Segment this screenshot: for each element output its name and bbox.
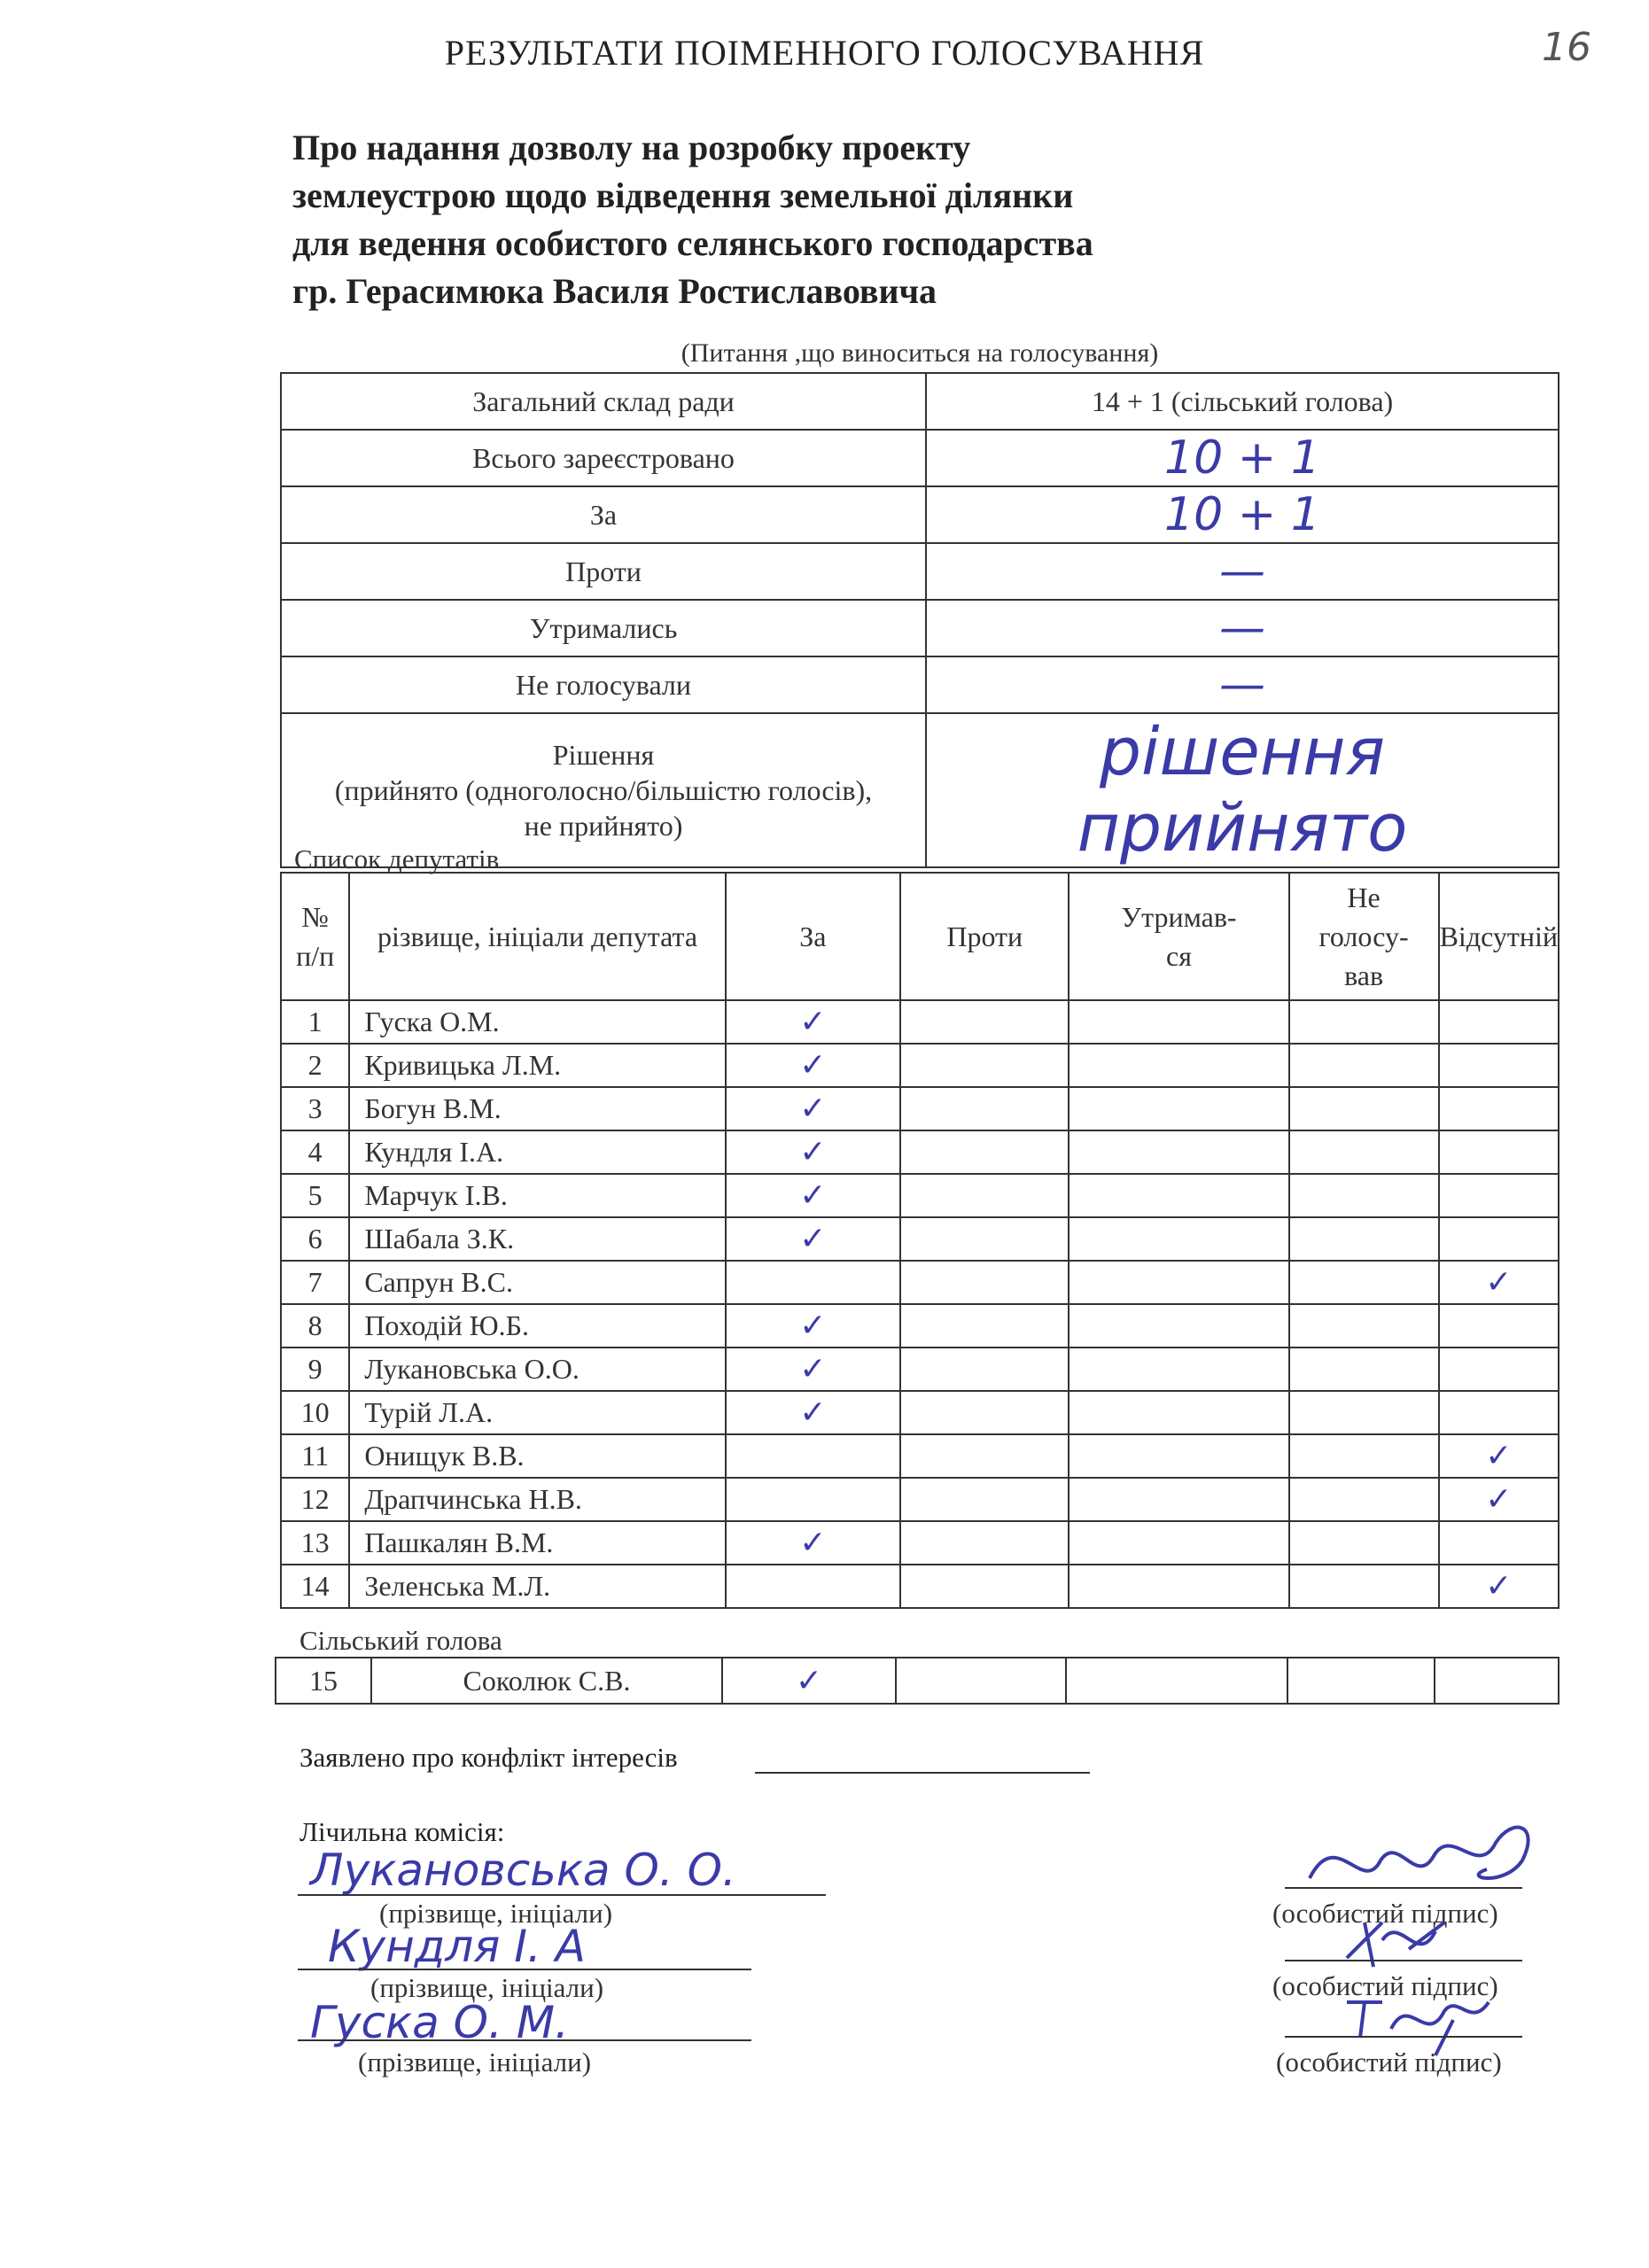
summary-label: Загальний склад ради <box>281 373 926 430</box>
vote-cell-for <box>726 1217 900 1261</box>
deputy-name: Драпчинська Н.В. <box>349 1478 725 1521</box>
check-mark-icon: ✓ <box>799 1091 827 1127</box>
vote-cell-absent <box>1439 1478 1559 1521</box>
vote-cell-against <box>900 1434 1069 1478</box>
chair-not-voted-cell <box>1287 1658 1435 1704</box>
deputy-num: 5 <box>281 1174 349 1217</box>
table-row <box>281 1434 1559 1478</box>
commission-label: Лічильна комісія: <box>299 1816 505 1847</box>
signature-line <box>1285 1887 1522 1889</box>
deputy-num: 9 <box>281 1348 349 1391</box>
vote-cell-against <box>900 1261 1069 1304</box>
name-hint: (прізвище, ініціали) <box>370 1972 604 2003</box>
deputy-name: Марчук І.В. <box>349 1174 725 1217</box>
vote-cell-absent <box>1439 1434 1559 1478</box>
subject-line: Про надання дозволу на розробку проекту <box>292 128 971 167</box>
vote-cell-against <box>900 1087 1069 1130</box>
deputy-name: Зеленська М.Л. <box>349 1565 725 1608</box>
signature-hint: (особистий підпис) <box>1272 1970 1498 2001</box>
deputies-table-body <box>281 873 1559 1608</box>
vote-cell-not-voted <box>1289 1478 1439 1521</box>
vote-cell-for <box>726 1261 900 1304</box>
vote-cell-against <box>900 1000 1069 1044</box>
decision-label-line: Рішення <box>552 739 655 771</box>
table-row <box>281 1044 1559 1087</box>
signature-hint: (особистий підпис) <box>1272 1898 1498 1929</box>
table-row <box>281 1087 1559 1130</box>
summary-label: За <box>281 486 926 543</box>
vote-cell-for <box>726 1348 900 1391</box>
page-number: 16 <box>1542 25 1591 70</box>
deputy-name: Лукановська О.О. <box>349 1348 725 1391</box>
check-mark-icon: ✓ <box>1485 1438 1513 1474</box>
col-not-voted-line: вав <box>1344 959 1384 991</box>
vote-cell-against <box>900 1391 1069 1434</box>
summary-value: 14 + 1 (сільський голова) <box>926 373 1559 430</box>
chair-for-cell <box>722 1658 896 1704</box>
chair-abstained-cell <box>1066 1658 1287 1704</box>
check-mark-icon: ✓ <box>799 1394 827 1431</box>
signature-line <box>1285 2036 1522 2038</box>
deputy-num: 4 <box>281 1130 349 1174</box>
table-row <box>281 1174 1559 1217</box>
vote-cell-abstained <box>1069 1521 1288 1565</box>
vote-cell-abstained <box>1069 1000 1288 1044</box>
table-row <box>281 1391 1559 1434</box>
vote-cell-against <box>900 1348 1069 1391</box>
check-mark-icon: ✓ <box>799 1221 827 1257</box>
vote-cell-for <box>726 1434 900 1478</box>
deputy-num: 3 <box>281 1087 349 1130</box>
check-mark-icon: ✓ <box>799 1525 827 1561</box>
vote-cell-for <box>726 1087 900 1130</box>
vote-cell-for <box>726 1174 900 1217</box>
check-mark-icon: ✓ <box>799 1308 827 1344</box>
deputy-num: 2 <box>281 1044 349 1087</box>
deputy-name: Кундля І.А. <box>349 1130 725 1174</box>
summary-row <box>281 600 1559 656</box>
deputy-name: Кривицька Л.М. <box>349 1044 725 1087</box>
table-row <box>281 1304 1559 1348</box>
vote-cell-abstained <box>1069 1391 1288 1434</box>
vote-cell-not-voted <box>1289 1174 1439 1217</box>
deputy-num: 7 <box>281 1261 349 1304</box>
decision-value-cell <box>926 713 1559 867</box>
vote-cell-not-voted <box>1289 1087 1439 1130</box>
vote-cell-not-voted <box>1289 1391 1439 1434</box>
col-not-voted-line: голосу- <box>1318 920 1409 952</box>
vote-cell-absent <box>1439 1087 1559 1130</box>
check-mark-icon: ✓ <box>799 1134 827 1170</box>
deputies-label: Список депутатів <box>294 843 500 874</box>
vote-cell-for <box>726 1044 900 1087</box>
page-title: РЕЗУЛЬТАТИ ПОІМЕННОГО ГОЛОСУВАННЯ <box>444 33 1205 73</box>
vote-cell-for <box>726 1521 900 1565</box>
vote-cell-for <box>726 1130 900 1174</box>
vote-cell-abstained <box>1069 1087 1288 1130</box>
summary-value-cell <box>926 543 1559 600</box>
summary-row <box>281 373 1559 430</box>
vote-cell-against <box>900 1174 1069 1217</box>
vote-cell-against <box>900 1521 1069 1565</box>
handwritten-value: — <box>1219 602 1265 655</box>
vote-cell-absent <box>1439 1565 1559 1608</box>
table-row <box>281 1261 1559 1304</box>
chair-against-cell <box>896 1658 1066 1704</box>
col-not-voted-header <box>1289 873 1439 1000</box>
table-row <box>281 1000 1559 1044</box>
summary-value-cell <box>926 486 1559 543</box>
table-row <box>281 1130 1559 1174</box>
vote-cell-abstained <box>1069 1565 1288 1608</box>
vote-cell-absent <box>1439 1521 1559 1565</box>
vote-cell-for <box>726 1565 900 1608</box>
check-mark-icon: ✓ <box>799 1351 827 1387</box>
vote-cell-against <box>900 1130 1069 1174</box>
conflict-label: Заявлено про конфлікт інтересів <box>299 1742 678 1773</box>
check-mark-icon: ✓ <box>1485 1264 1513 1301</box>
vote-cell-not-voted <box>1289 1565 1439 1608</box>
vote-cell-abstained <box>1069 1217 1288 1261</box>
vote-cell-not-voted <box>1289 1304 1439 1348</box>
table-row <box>276 1658 1559 1704</box>
vote-cell-not-voted <box>1289 1000 1439 1044</box>
col-against-header: Проти <box>900 873 1069 1000</box>
vote-cell-abstained <box>1069 1130 1288 1174</box>
vote-cell-absent <box>1439 1304 1559 1348</box>
col-name-header: різвище, ініціали депутата <box>349 873 725 1000</box>
handwritten-value: 10 + 1 <box>1164 488 1320 541</box>
summary-label: Не голосували <box>281 656 926 713</box>
vote-cell-for <box>726 1000 900 1044</box>
summary-label: Утримались <box>281 600 926 656</box>
col-for-header: За <box>726 873 900 1000</box>
check-mark-icon: ✓ <box>795 1662 823 1699</box>
vote-cell-not-voted <box>1289 1044 1439 1087</box>
check-mark-icon: ✓ <box>799 1047 827 1084</box>
vote-cell-not-voted <box>1289 1261 1439 1304</box>
check-mark-icon: ✓ <box>799 1177 827 1214</box>
vote-cell-against <box>900 1478 1069 1521</box>
deputies-table <box>280 872 1560 1609</box>
member-handwritten-name: Кундля І. А <box>328 1921 587 1972</box>
member-handwritten-name: Лукановська О. О. <box>310 1845 736 1896</box>
deputy-num: 13 <box>281 1521 349 1565</box>
deputy-name: Шабала З.К. <box>349 1217 725 1261</box>
check-mark-icon: ✓ <box>1485 1568 1513 1604</box>
vote-cell-abstained <box>1069 1348 1288 1391</box>
summary-value-cell <box>926 656 1559 713</box>
member-handwritten-name: Гуска О. М. <box>310 1997 569 2048</box>
deputy-num: 10 <box>281 1391 349 1434</box>
chair-table <box>275 1657 1560 1705</box>
vote-cell-absent <box>1439 1217 1559 1261</box>
table-row <box>281 1478 1559 1521</box>
question-caption: (Питання ,що виноситься на голосування) <box>681 338 1159 368</box>
table-header-row <box>281 873 1559 1000</box>
vote-cell-for <box>726 1478 900 1521</box>
summary-label: Всього зареєстровано <box>281 430 926 486</box>
agenda-subject <box>292 124 1093 315</box>
vote-cell-not-voted <box>1289 1217 1439 1261</box>
vote-cell-against <box>900 1044 1069 1087</box>
deputy-num: 8 <box>281 1304 349 1348</box>
vote-cell-absent <box>1439 1130 1559 1174</box>
summary-value-cell <box>926 430 1559 486</box>
vote-cell-not-voted <box>1289 1521 1439 1565</box>
vote-cell-abstained <box>1069 1434 1288 1478</box>
vote-cell-against <box>900 1217 1069 1261</box>
table-row <box>281 1565 1559 1608</box>
col-not-voted-line: Не <box>1347 882 1381 913</box>
signature-1 <box>1283 1807 1549 1905</box>
vote-cell-abstained <box>1069 1304 1288 1348</box>
col-abstained-line: Утримав- <box>1121 901 1237 933</box>
deputy-num: 1 <box>281 1000 349 1044</box>
signature-hint: (особистий підпис) <box>1276 2047 1502 2078</box>
vote-cell-abstained <box>1069 1044 1288 1087</box>
vote-cell-not-voted <box>1289 1434 1439 1478</box>
deputy-num: 11 <box>281 1434 349 1478</box>
vote-cell-absent <box>1439 1000 1559 1044</box>
col-num-line: п/п <box>296 940 335 972</box>
vote-cell-absent <box>1439 1044 1559 1087</box>
deputy-name: Богун В.М. <box>349 1087 725 1130</box>
name-hint: (прізвище, ініціали) <box>379 1898 613 1929</box>
chair-name: Соколюк С.В. <box>371 1658 722 1704</box>
deputy-name: Гуска О.М. <box>349 1000 725 1044</box>
handwritten-value: 10 + 1 <box>1164 431 1320 485</box>
handwritten-value: — <box>1219 545 1265 598</box>
deputy-name: Онищук В.В. <box>349 1434 725 1478</box>
chair-num: 15 <box>276 1658 371 1704</box>
name-line <box>298 1894 826 1896</box>
col-abstained-line: ся <box>1166 940 1192 972</box>
name-line <box>298 1969 751 1970</box>
vote-summary-table <box>280 372 1560 868</box>
check-mark-icon: ✓ <box>799 1004 827 1040</box>
deputy-num: 12 <box>281 1478 349 1521</box>
table-row <box>281 1521 1559 1565</box>
col-absent-header: Відсутній <box>1439 873 1559 1000</box>
deputy-name: Турій Л.А. <box>349 1391 725 1434</box>
vote-cell-absent <box>1439 1391 1559 1434</box>
vote-cell-for <box>726 1391 900 1434</box>
vote-cell-abstained <box>1069 1174 1288 1217</box>
table-row <box>281 1217 1559 1261</box>
summary-label: Проти <box>281 543 926 600</box>
vote-cell-abstained <box>1069 1261 1288 1304</box>
col-num-header <box>281 873 349 1000</box>
deputy-name: Пашкалян В.М. <box>349 1521 725 1565</box>
name-line <box>298 2039 751 2041</box>
conflict-line <box>755 1772 1090 1774</box>
name-hint: (прізвище, ініціали) <box>358 2047 592 2078</box>
vote-cell-abstained <box>1069 1478 1288 1521</box>
decision-value: рішення прийнято <box>1077 714 1408 866</box>
signature-line <box>1285 1960 1522 1961</box>
check-mark-icon: ✓ <box>1485 1481 1513 1518</box>
summary-row <box>281 543 1559 600</box>
vote-cell-for <box>726 1304 900 1348</box>
chair-absent-cell <box>1435 1658 1559 1704</box>
deputy-num: 6 <box>281 1217 349 1261</box>
vote-cell-against <box>900 1304 1069 1348</box>
summary-row <box>281 656 1559 713</box>
subject-line: для ведення особистого селянського господарства <box>292 223 1093 263</box>
table-row <box>281 1348 1559 1391</box>
vote-cell-absent <box>1439 1348 1559 1391</box>
vote-cell-absent <box>1439 1261 1559 1304</box>
summary-row <box>281 430 1559 486</box>
vote-cell-not-voted <box>1289 1348 1439 1391</box>
subject-line: землеустрою щодо відведення земельної ділянки <box>292 175 1074 215</box>
decision-label-line: не прийнято) <box>524 810 683 842</box>
col-abstained-header <box>1069 873 1288 1000</box>
deputy-name: Походій Ю.Б. <box>349 1304 725 1348</box>
decision-label-line: (прийнято (одноголосно/більшістю голосів), <box>334 774 873 806</box>
summary-row <box>281 486 1559 543</box>
handwritten-value: — <box>1219 658 1265 711</box>
col-num-line: № <box>301 901 329 933</box>
vote-cell-absent <box>1439 1174 1559 1217</box>
deputy-name: Сапрун В.С. <box>349 1261 725 1304</box>
summary-value-cell <box>926 600 1559 656</box>
vote-cell-against <box>900 1565 1069 1608</box>
subject-line: гр. Герасимюка Василя Ростиславовича <box>292 271 937 311</box>
vote-cell-not-voted <box>1289 1130 1439 1174</box>
chair-label: Сільський голова <box>299 1625 502 1656</box>
deputy-num: 14 <box>281 1565 349 1608</box>
